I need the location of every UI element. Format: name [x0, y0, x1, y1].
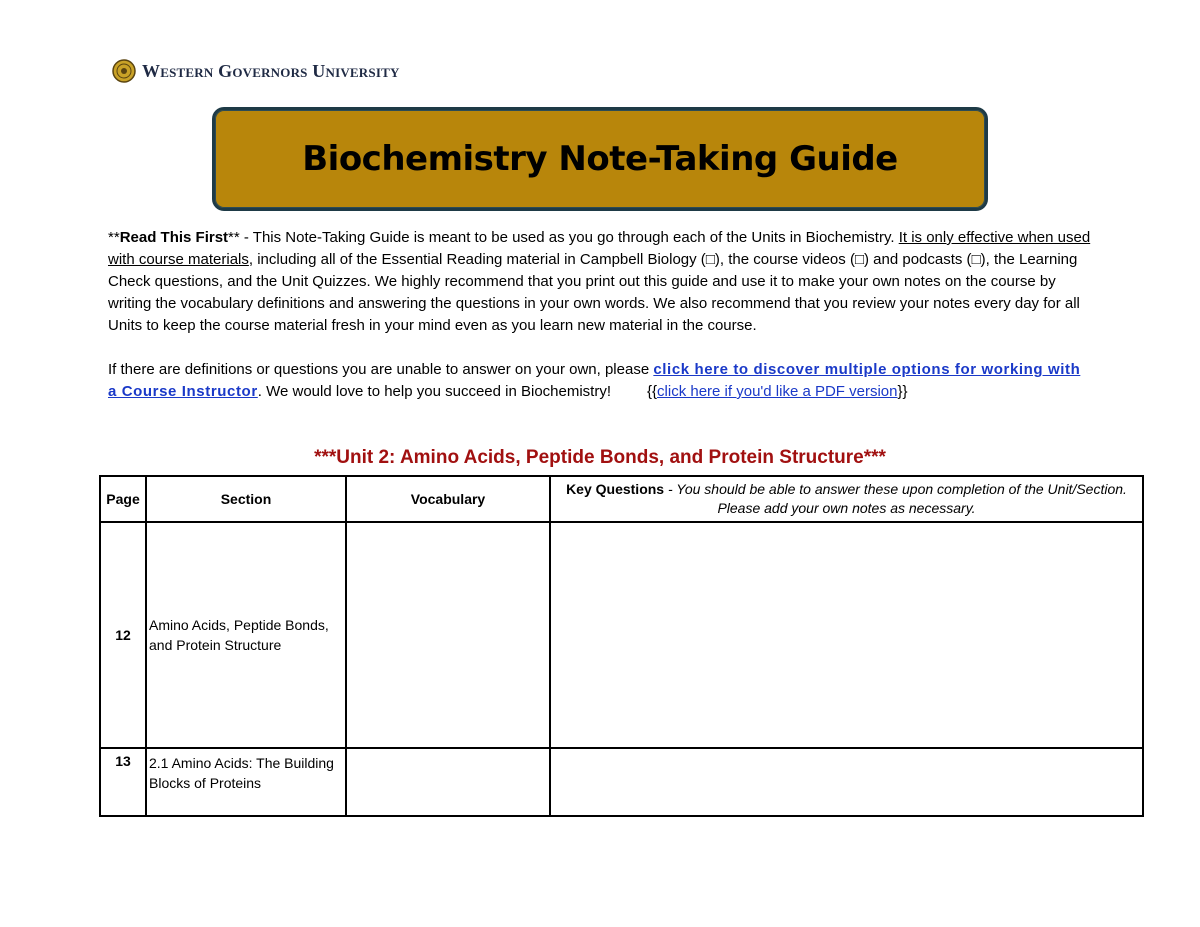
read-this-first-label: Read This First [119, 229, 229, 246]
key-questions-label: Key Questions [566, 481, 665, 497]
row-key-questions[interactable] [550, 522, 1143, 748]
row-vocabulary[interactable] [346, 522, 550, 748]
university-name: Western Governors University [142, 60, 400, 81]
university-logo [112, 57, 400, 85]
table-row [100, 748, 1143, 816]
course-instructor-link[interactable]: click here to discover multiple options for working with a Course Instructor [108, 361, 1081, 400]
podcast-icon: □ [971, 251, 981, 268]
unit-heading: ***Unit 2: Amino Acids, Peptide Bonds, and Protein Structure*** [314, 447, 886, 468]
header-section: Section [146, 476, 346, 522]
pdf-version-link[interactable]: click here if you'd like a PDF version [657, 383, 898, 400]
intro-text-c: ), the course videos ( [714, 251, 855, 268]
table-header-row [100, 476, 1143, 522]
row-page: 12 [100, 522, 146, 748]
row-section: 2.1 Amino Acids: The Building Blocks of Proteins [146, 748, 346, 816]
pdf-brace-open: {{ [647, 383, 658, 400]
page-title: Biochemistry Note-Taking Guide [302, 139, 898, 179]
table-row [100, 522, 1143, 748]
header-key-questions [550, 476, 1143, 522]
row-page: 13 [100, 748, 146, 816]
row-vocabulary[interactable] [346, 748, 550, 816]
pdf-brace-close: }} [897, 383, 908, 400]
intro-text-a: - This Note-Taking Guide is meant to be used as you go through each of the Units in Biochemistry. [239, 229, 899, 246]
key-questions-instructions: - You should be able to answer these upon completion of the Unit/Section. Please add your own notes as necessary. [664, 481, 1127, 516]
video-icon: □ [854, 251, 864, 268]
row-key-questions[interactable] [550, 748, 1143, 816]
note-taking-table [99, 475, 1144, 817]
asterisks-close: ** [228, 229, 240, 246]
intro-paragraph-help [108, 359, 1093, 403]
intro-underlined-note: It is only effective when used with course materials [108, 229, 1091, 268]
reading-icon: □ [705, 251, 715, 268]
intro-paragraph-read-first [108, 227, 1093, 337]
help-text-b: . We would love to help you succeed in Biochemistry! [257, 383, 611, 400]
help-text-a: If there are definitions or questions you are unable to answer on your own, please [108, 361, 654, 378]
asterisks-open: ** [108, 229, 120, 246]
header-page: Page [100, 476, 146, 522]
title-banner [212, 107, 988, 211]
intro-text-e: ), the Learning Check questions, and the Unit Quizzes. We highly recommend that you print out this guide and use it to make your own notes on the course by writing the vocabulary definitions and answering the questions in your own words. We also recommend that you review your notes every day for all Units to keep the course material fresh in your mind even as you learn new material in the course. [108, 251, 1080, 334]
pdf-version-wrap [647, 383, 908, 400]
intro-text [108, 227, 1093, 403]
intro-text-d: ) and podcasts ( [864, 251, 972, 268]
intro-text-b: , including all of the Essential Reading material in Campbell Biology ( [248, 251, 706, 268]
header-vocabulary: Vocabulary [346, 476, 550, 522]
university-seal-icon [112, 59, 136, 83]
row-section: Amino Acids, Peptide Bonds, and Protein Structure [146, 522, 346, 748]
